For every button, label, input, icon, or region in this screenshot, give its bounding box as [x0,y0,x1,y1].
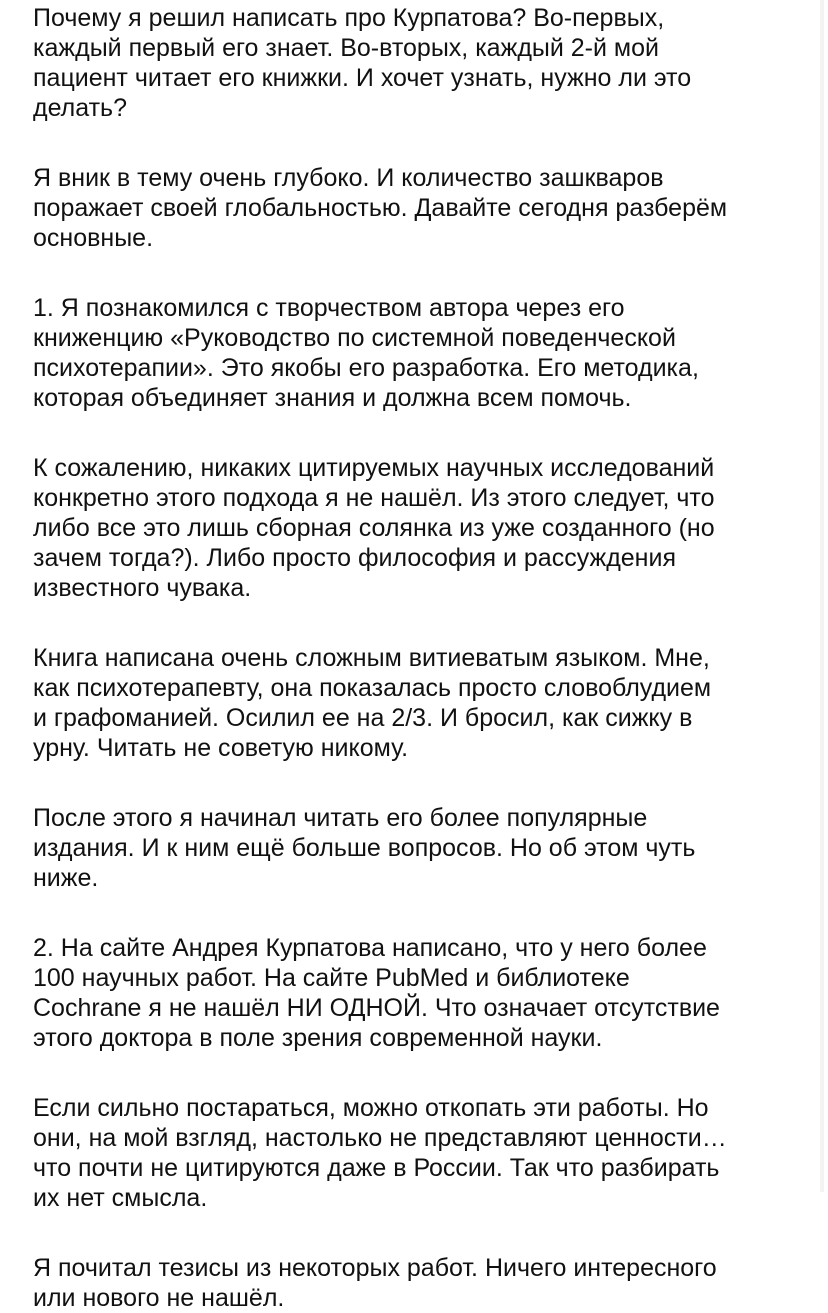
paragraph-intro: Почему я решил написать про Курпатова? Во-первых, каждый первый его знает. Во-вторых, каждый 2-й мой пациент читает его книжки. И хочет узнать, нужно ли это делать? [33,4,692,122]
document-body [33,0,803,1313]
paragraph-theses: Я почитал тезисы из некоторых работ. Ничего интересного или нового не нашёл. [33,1254,717,1312]
paragraph-book: Книга написана очень сложным витиеватым языком. Мне, как психотерапевту, она показалась просто словоблудием и графоманией. Осилил ее на 2/3. И бросил, как сижку в урну. Читать не советую никому. [33,644,712,762]
paragraph-research: К сожалению, никаких цитируемых научных исследований конкретно этого подхода я не нашёл. Из этого следует, что либо все это лишь сборная солянка из уже созданного (но зачем тогда?). Либо просто философия и рассуждения известного чувака. [33,454,715,602]
paragraph-point-1: 1. Я познакомился с творчеством автора через его книженцию «Руководство по системной поведенческой психотерапии». Это якобы его разработка. Его методика, которая объединяет знания и должна всем помочь. [33,294,699,412]
paragraph-topic: Я вник в тему очень глубоко. И количество зашкваров поражает своей глобальностью. Давайте сегодня разберём основные. [33,164,728,252]
paragraph-point-2: 2. На сайте Андрея Курпатова написано, что у него более 100 научных работ. На сайте PubMed и библиотеке Cochrane я не нашёл НИ ОДНОЙ. Что означает отсутствие этого доктора в поле зрения современной науки. [33,934,720,1052]
paragraph-works: Если сильно постараться, можно откопать эти работы. Но они, на мой взгляд, настолько не представляют ценности… что почти не цитируются даже в России. Так что разбирать их нет смысла. [33,1094,727,1212]
scrollbar[interactable] [820,0,824,1192]
paragraph-popular: После этого я начинал читать его более популярные издания. И к ним ещё больше вопросов. Но об этом чуть ниже. [33,804,696,892]
